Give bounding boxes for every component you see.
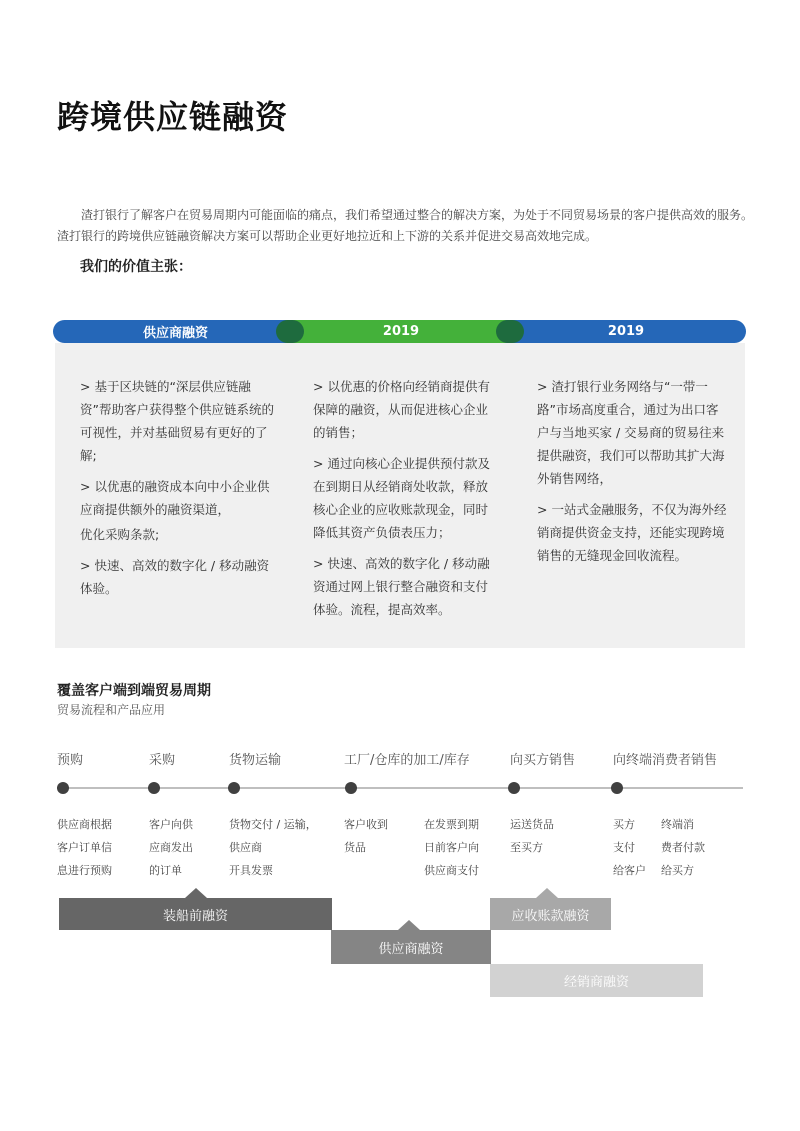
value-point: > 一站式金融服务，不仅为海外经销商提供资金支持，还能实现跨境销售的无缝现金回收流程。 xyxy=(537,502,727,563)
stage-label: 工厂/仓库的加工/库存 xyxy=(344,753,470,768)
financing-block-supplier: 供应商融资 xyxy=(331,930,491,964)
band-connector-left xyxy=(276,320,304,343)
timeline-dot xyxy=(508,782,520,794)
timeline-dot xyxy=(345,782,357,794)
value-point: > 以优惠的融资成本向中小企业供应商提供额外的融资渠道， xyxy=(80,479,270,517)
stage-label: 向终端消费者销售 xyxy=(613,753,718,768)
stage-description: 运送货品 至买方 xyxy=(510,818,554,854)
financing-pointer xyxy=(536,888,558,898)
stage-description: 供应商根据 客户订单信 息进行预购 xyxy=(57,818,112,877)
value-column-3 xyxy=(537,375,727,575)
timeline-dot xyxy=(228,782,240,794)
intro-text xyxy=(57,205,757,247)
value-point: 优化采购条款; xyxy=(80,527,160,542)
stage-description: 终端消 费者付款 给买方 xyxy=(661,818,705,877)
stage-description: 客户向供 应商发出 的订单 xyxy=(149,818,193,877)
value-point: > 以优惠的价格向经销商提供有保障的融资，从而促进核心企业的销售； xyxy=(313,379,490,440)
timeline-dot xyxy=(148,782,160,794)
stage-description: 客户收到 货品 xyxy=(344,818,388,854)
financing-block-distributor: 经销商融资 xyxy=(490,964,703,997)
financing-block-receivables: 应收账款融资 xyxy=(490,898,611,930)
stage-label: 采购 xyxy=(149,753,176,768)
band-2019-blue: 2019 xyxy=(506,320,746,343)
intro-paragraph-2: 渣打银行的跨境供应链融资解决方案可以帮助企业更好地拉近和上下游的关系并促进交易高效地完成。 xyxy=(57,229,598,243)
value-point: > 基于区块链的“深层供应链融资”帮助客户获得整个供应链系统的可视性，并对基础贸易有更好的了解; xyxy=(80,379,274,463)
financing-block-preshipment: 装船前融资 xyxy=(59,898,332,930)
financing-pointer xyxy=(185,888,207,898)
band-supplier-finance: 供应商融资 xyxy=(53,320,298,343)
value-heading: 我们的价值主张： xyxy=(80,259,192,275)
value-point: > 渣打银行业务网络与“一带一路”市场高度重合，通过为出口客户与当地买家 / 交易商的贸易往来提供融资，我们可以帮助其扩大海外销售网络， xyxy=(537,379,725,486)
stage-label: 货物运输 xyxy=(229,753,282,768)
value-point: > 快速、高效的数字化 / 移动融资体验。 xyxy=(80,558,270,596)
stage-description: 买方 支付 给客户 xyxy=(613,818,646,877)
timeline-dot xyxy=(57,782,69,794)
cycle-subtitle: 贸易流程和产品应用 xyxy=(57,703,166,717)
stage-description: 在发票到期 日前客户向 供应商支付 xyxy=(424,818,479,877)
page-title: 跨境供应链融资 xyxy=(57,98,289,136)
timeline-dot xyxy=(611,782,623,794)
stage-label: 预购 xyxy=(57,753,84,768)
value-column-1 xyxy=(80,375,275,608)
stage-description: 货物交付 / 运输， 供应商 开具发票 xyxy=(229,818,317,877)
value-point: > 快速、高效的数字化 / 移动融资通过网上银行整合融资和支付体验。流程，提高效率。 xyxy=(313,556,490,617)
cycle-title: 覆盖客户端到端贸易周期 xyxy=(57,683,211,699)
band-2019-green: 2019 xyxy=(286,320,516,343)
intro-paragraph-1: 渣打银行了解客户在贸易周期内可能面临的痛点，我们希望通过整合的解决方案，为处于不同贸易场景的客户提供高效的服务。 xyxy=(81,208,754,222)
band-connector-right xyxy=(496,320,524,343)
stage-label: 向买方销售 xyxy=(510,753,576,768)
value-point: > 通过向核心企业提供预付款及在到期日从经销商处收款，释放核心企业的应收账款现金，同时降低其资产负债表压力； xyxy=(313,456,490,540)
financing-pointer xyxy=(398,920,420,930)
value-column-2 xyxy=(313,375,498,629)
